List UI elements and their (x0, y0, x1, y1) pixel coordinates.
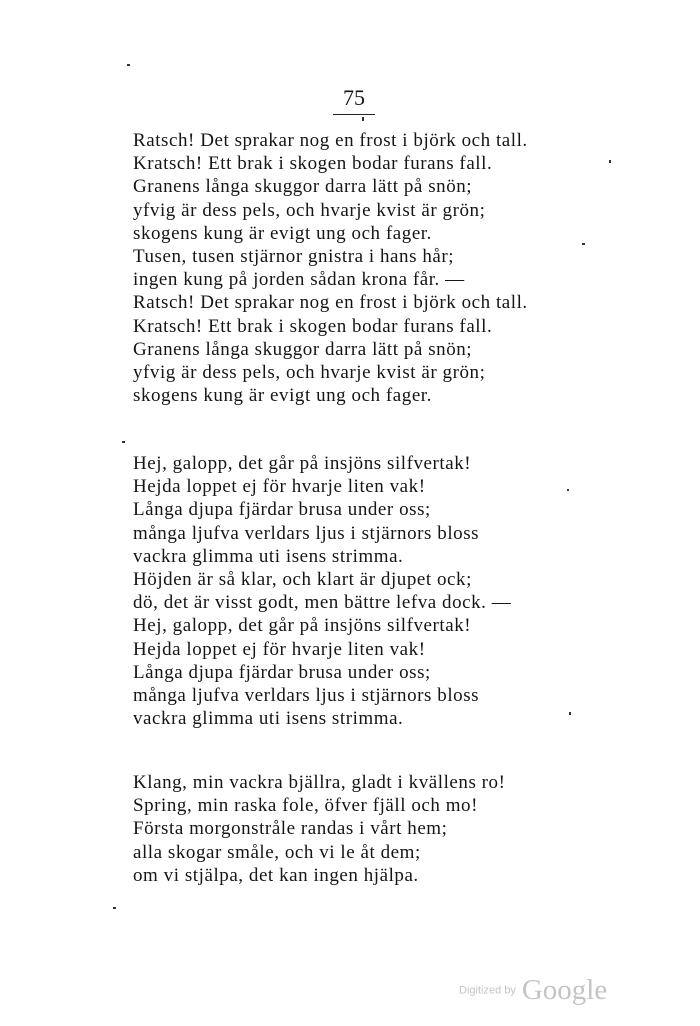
verse-line: Spring, min raska fole, öfver fjäll och mo! (133, 795, 478, 817)
google-logo: Google (521, 974, 608, 1006)
scan-speck (582, 243, 585, 245)
scan-speck (362, 117, 364, 121)
verse-line: skogens kung är evigt ung och fager. (133, 222, 432, 244)
verse-line: Långa djupa fjärdar brusa under oss; (133, 499, 431, 521)
verse-line: om vi stjälpa, det kan ingen hjälpa. (133, 864, 419, 886)
scan-speck (567, 489, 569, 491)
scan-speck (609, 160, 611, 163)
verse-line: ingen kung på jorden sådan krona får. — (133, 269, 465, 291)
watermark-prefix: Digitized by (459, 984, 516, 997)
stanza-3 (133, 771, 506, 887)
verse-line: Första morgonstråle randas i vårt hem; (133, 818, 448, 840)
verse-line: vackra glimma uti isens strimma. (133, 545, 404, 567)
stanza-1 (133, 129, 528, 407)
verse-line: alla skogar småle, och vi le åt dem; (133, 841, 421, 863)
verse-line: Hejda loppet ej för hvarje liten vak! (133, 476, 426, 498)
verse-line: Långa djupa fjärdar brusa under oss; (133, 661, 431, 683)
page-number: 75 (343, 85, 365, 110)
scan-speck (113, 907, 116, 909)
page-number-rule (333, 114, 375, 115)
verse-line: Hej, galopp, det går på insjöns silfvertak! (133, 453, 472, 474)
verse-line: Granens långa skuggor darra lätt på snön; (133, 338, 473, 360)
scan-speck (122, 441, 125, 443)
verse-line: Klang, min vackra bjällra, gladt i kvällens ro! (133, 772, 506, 793)
scan-speck (127, 64, 130, 66)
verse-line: Kratsch! Ett brak i skogen bodar furans fall. (133, 153, 493, 175)
verse-line: skogens kung är evigt ung och fager. (133, 385, 432, 407)
verse-line: många ljufva verldars ljus i stjärnors bloss (133, 522, 480, 544)
digitized-by-watermark (459, 974, 607, 1007)
verse-line: Tusen, tusen stjärnor gnistra i hans hår; (133, 246, 455, 268)
verse-line: många ljufva verldars ljus i stjärnors bloss (133, 685, 480, 707)
verse-line: Hej, galopp, det går på insjöns silfvertak! (133, 615, 472, 637)
verse-line: vackra glimma uti isens strimma. (133, 708, 404, 730)
verse-line: Hejda loppet ej för hvarje liten vak! (133, 638, 426, 660)
verse-line: Höjden är så klar, och klart är djupet ock; (133, 569, 472, 591)
stanza-2 (133, 452, 511, 730)
verse-line: dö, det är visst godt, men bättre lefva dock. — (133, 592, 512, 614)
verse-line: yfvig är dess pels, och hvarje kvist är grön; (133, 199, 486, 221)
verse-line: Ratsch! Det sprakar nog en frost i björk och tall. (133, 130, 528, 151)
scan-speck (569, 712, 571, 715)
verse-line: Kratsch! Ett brak i skogen bodar furans fall. (133, 315, 493, 337)
verse-line: Granens långa skuggor darra lätt på snön; (133, 176, 473, 198)
verse-line: yfvig är dess pels, och hvarje kvist är grön; (133, 362, 486, 384)
verse-line: Ratsch! Det sprakar nog en frost i björk och tall. (133, 292, 528, 314)
